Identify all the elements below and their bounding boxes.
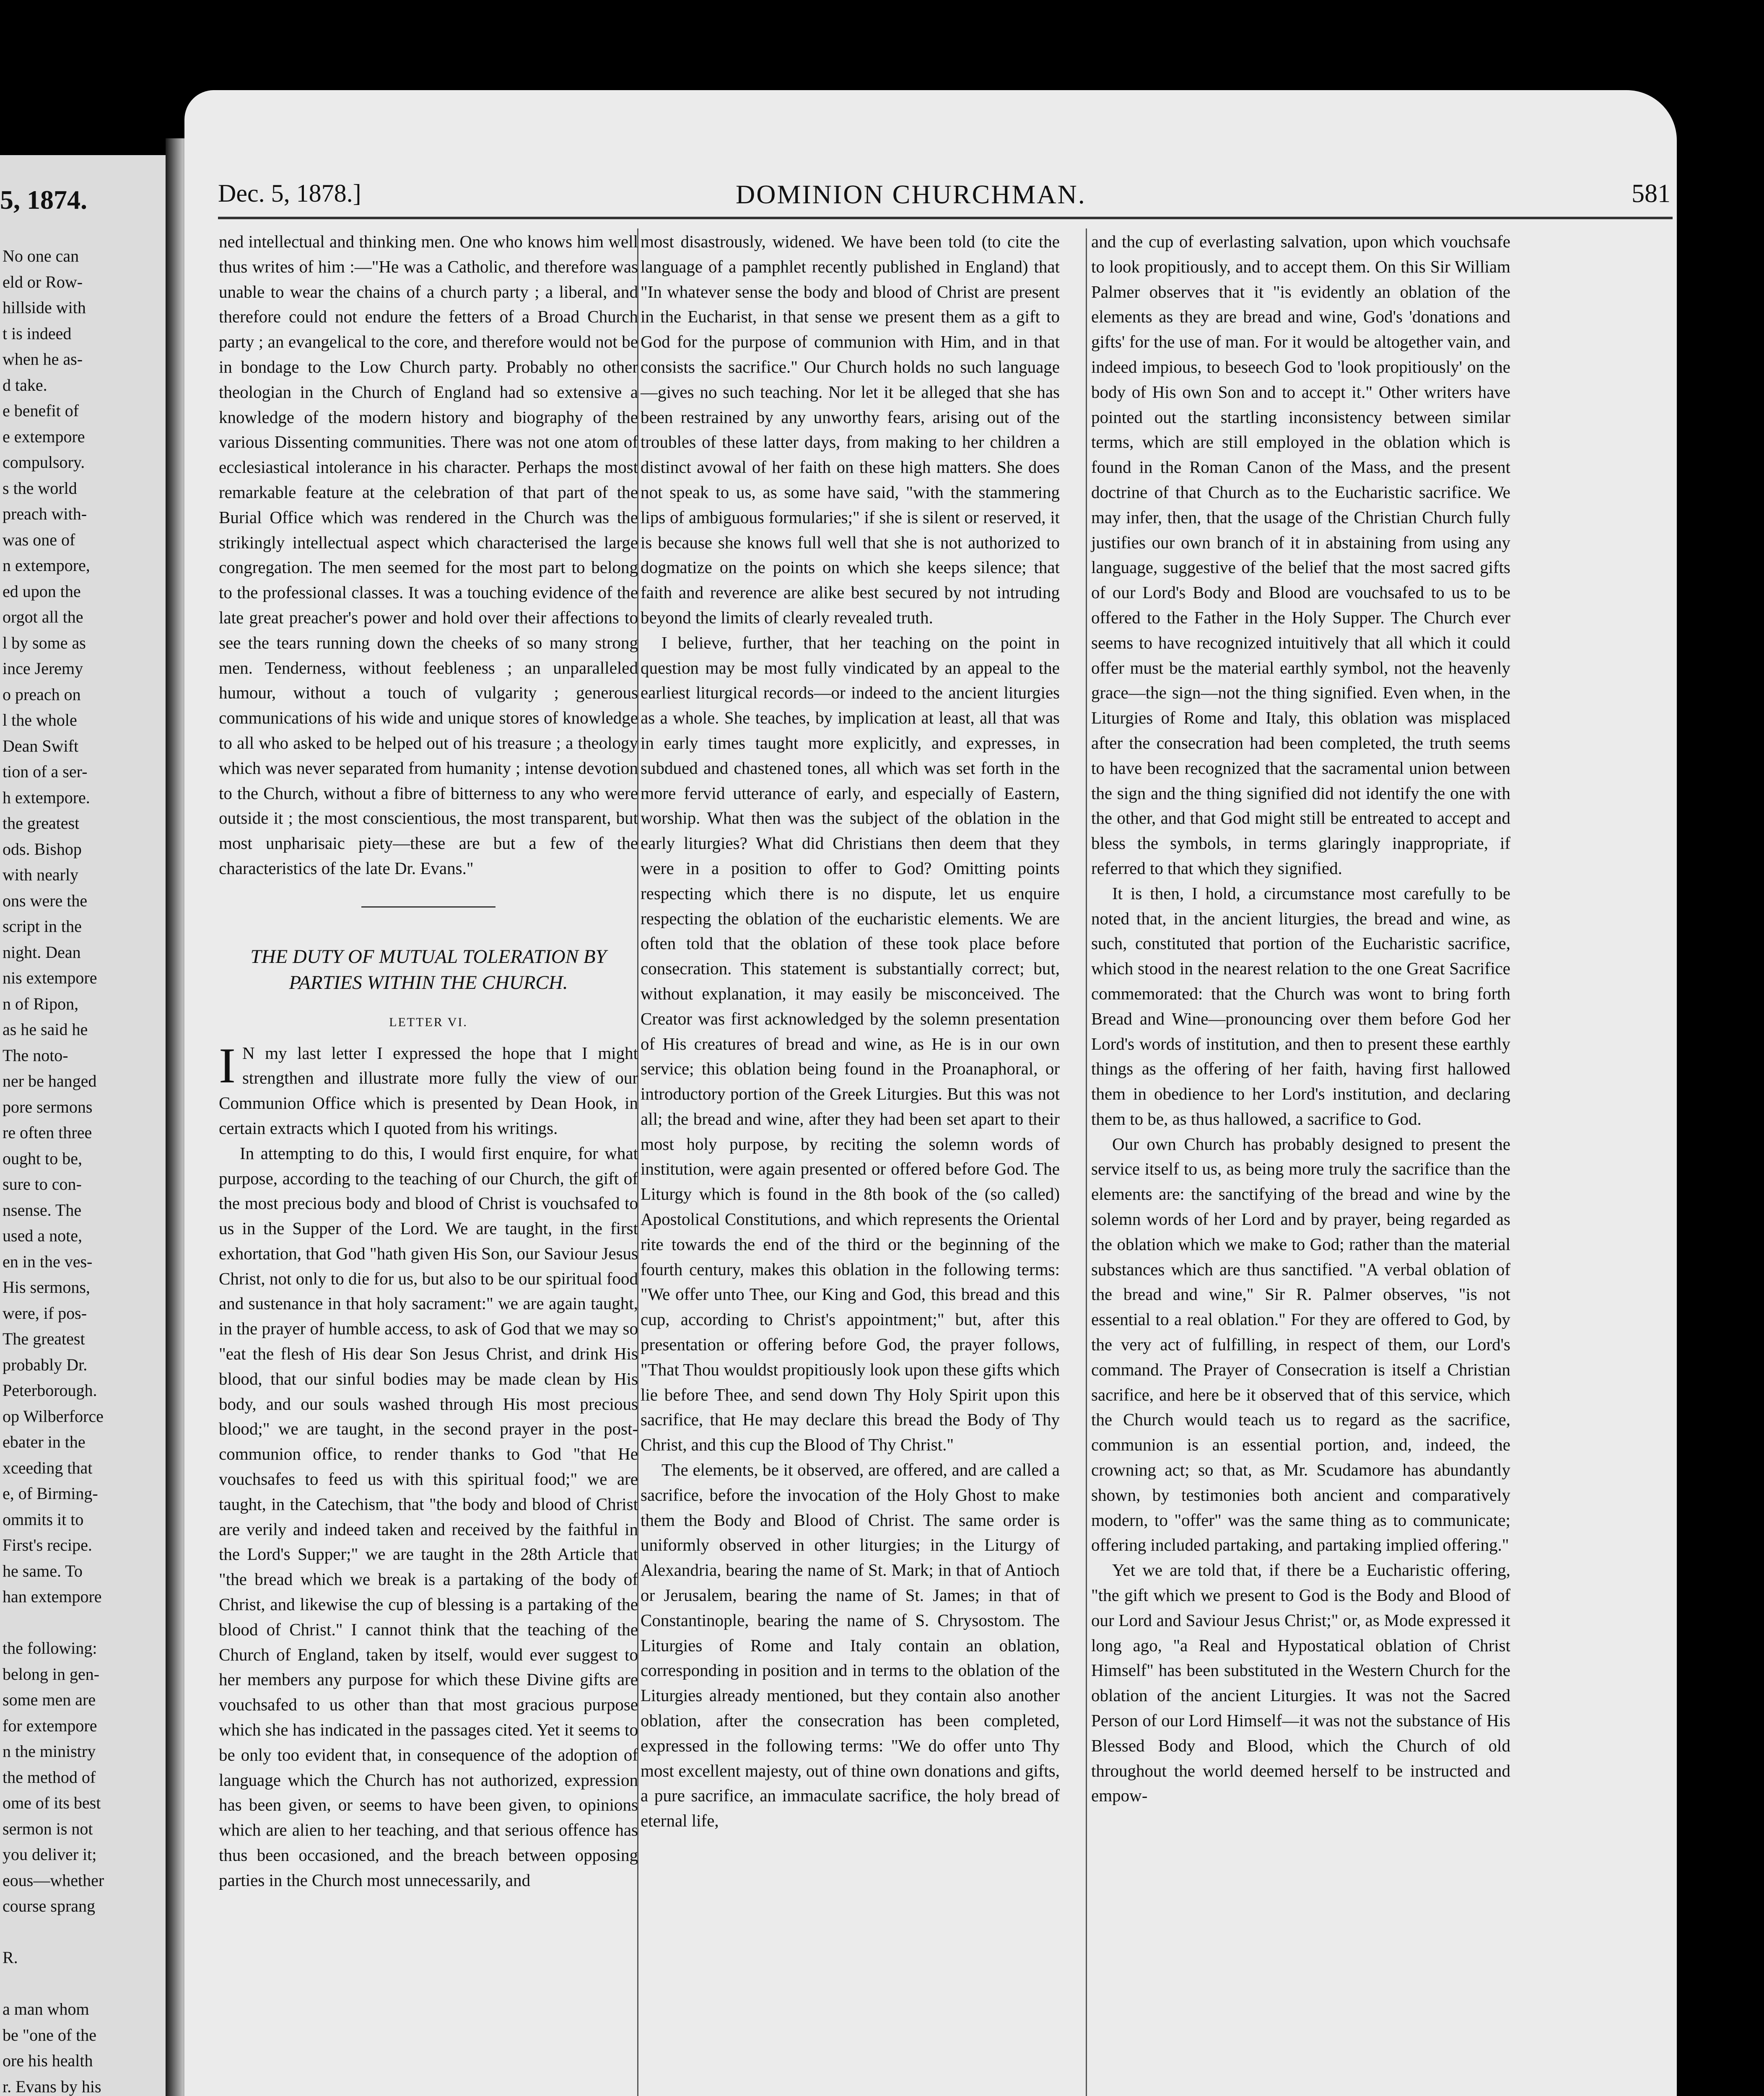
- facing-page-line: probably Dr.: [3, 1355, 88, 1374]
- facing-page-line: s the world: [3, 478, 77, 498]
- facing-page-line: as he said he: [3, 1020, 88, 1039]
- facing-page-line: e benefit of: [3, 401, 79, 420]
- article-paragraph: Yet we are told that, if there be a Eucharistic offering, "the gift which we present to God is the Body and Blood of our Lord and Saviour Jesus Christ;" or, as Mode expressed it long ago, "a Real and Hypostatical oblation of Christ Himself" has been substituted in the Western Church for the oblation of the ancient Liturgies. It was not the Sacred Person of our Lord Himself—it was not the substance of His Blessed Body and Blood, which the Church of old throughout the world deemed herself to be instructed and empow-: [1091, 1560, 1510, 1805]
- facing-page-line: belong in gen-: [3, 1664, 100, 1684]
- column-1: [219, 229, 638, 1893]
- facing-page-line: o preach on: [3, 685, 81, 704]
- facing-page-line: ome of its best: [3, 1793, 101, 1812]
- facing-page-line: script in the: [3, 917, 82, 936]
- facing-page-line: ought to be,: [3, 1149, 82, 1168]
- facing-page-line: First's recipe.: [3, 1536, 92, 1554]
- facing-page-line: n the ministry: [3, 1742, 96, 1761]
- facing-page-line: sermon is not: [3, 1819, 93, 1838]
- facing-page-line: orgot all the: [3, 607, 83, 626]
- article-subtitle: LETTER VI.: [389, 1015, 468, 1029]
- facing-page-line: sure to con-: [3, 1175, 82, 1193]
- facing-page-line: for extempore: [3, 1716, 97, 1735]
- facing-page-line: tion of a ser-: [3, 762, 88, 781]
- facing-page-line: compulsory.: [3, 453, 85, 472]
- facing-page-line: e, of Birming-: [3, 1484, 98, 1503]
- header-rule: [218, 217, 1673, 219]
- facing-page-line: n extempore,: [3, 556, 90, 575]
- article-paragraph: Our own Church has probably designed to present the service itself to us, as being more truly the sacrifice than the elements are: the sanctifying of the bread and wine by the solemn words of her Lord and by prayer, being regarded as the oblation which we make to God; rather than the material substances which are thus sanctified. "A verbal oblation of the bread and wine," Sir R. Palmer observes, "is not essential to a real oblation." For they are offered to God, by the very act of fulfilling, in respect of them, our Lord's command. The Prayer of Consecration is itself a Christian sacrifice, and here be it observed that of this service, which the Church would teach us to regard as the sacrifice, communion is an essential portion, and, indeed, the crowning act; so that, as Mr. Scudamore has abundantly shown, by testimonies both ancient and comparatively modern, to "offer" was the same thing as to communicate; offering included partaking, and partaking implied offering.": [1091, 1134, 1510, 1555]
- facing-page-line: be "one of the: [3, 2025, 97, 2044]
- newspaper-page: [184, 90, 1677, 2096]
- facing-page-line: han extempore: [3, 1587, 102, 1606]
- facing-page-header: 5, 1874.: [0, 185, 87, 215]
- facing-page: [0, 155, 166, 2096]
- facing-page-line: the greatest: [3, 814, 80, 833]
- facing-page-line: l by some as: [3, 633, 86, 652]
- facing-page-line: he same. To: [3, 1561, 83, 1580]
- facing-page-line: ods. Bishop: [3, 839, 82, 859]
- article-paragraph: and the cup of everlasting salvation, upon which vouchsafe to look propitiously, and to accept them. On this Sir William Palmer observes that it "is evidently an oblation of the elements as they are bread and wine, God's 'donations and gifts' for the use of man. For it would be altogether vain, and indeed impious, to beseech God to 'look propitiously' on the body of His own Son and to accept it." Other writers have pointed out the startling inconsistency between similar terms, which are still employed in the oblation which is found in the Roman Canon of the Mass, and the present doctrine of that Church as to the Eucharistic sacrifice. We may infer, then, that the usage of the Christian Church fully justifies our own branch of it in abstaining from using any language, suggestive of the belief that the most sacred gifts of our Lord's Body and Blood are vouchsafed to us to be offered to the Father in the Holy Supper. The Church ever seems to have recognized intuitively that all which it could offer must be the material earthly symbol, not the heavenly grace—the sign—not the thing signified. Even when, in the Liturgies of Rome and Italy, this oblation was misplaced after the consecration had been completed, the truth seems to have been recognized that the sacramental union between the sign and the thing signified did not identify the one with the other, and that God might still be entreated to accept and bless the symbols, in terms glaringly inappropriate, if referred to that which they signified.: [1091, 232, 1510, 878]
- facing-page-line: ebater in the: [3, 1432, 86, 1451]
- facing-page-line: l the whole: [3, 711, 77, 729]
- article-paragraph: most disastrously, widened. We have been told (to cite the language of a pamphlet recently published in England) that "In whatever sense the body and blood of Christ are present in the Eucharist, in that sense we present them as a gift to God for the purpose of communion with Him, and in that consists the sacrifice." Our Church holds no such language—gives no such teaching. Nor let it be alleged that she has been restrained by any unworthy fears, arising out of the troubles of these latter days, from making to her children a distinct avowal of her faith on these high matters. She does not speak to us, as some have said, "with the stammering lips of ambiguous formularies;" if she is silent or reserved, it is because she knows full well that she is not authorized to dogmatize on the points on which she keeps silence; that faith and reverence are alike best secured by not intruding beyond the limits of clearly revealed truth.: [641, 232, 1060, 627]
- article-paragraph: I N my last letter I expressed the hope that I might strengthen and illustrate more fully the view of our Communion Office which is presented by Dean Hook, in certain extracts which I quoted from his writings.: [219, 1037, 638, 1138]
- facing-page-line: ons were the: [3, 891, 88, 910]
- facing-page-line: nis extempore: [3, 968, 97, 987]
- facing-page-line: xceeding that: [3, 1458, 93, 1477]
- facing-page-line: eous—whether: [3, 1870, 104, 1890]
- facing-page-line: was one of: [3, 530, 75, 549]
- facing-page-text: [3, 243, 164, 2096]
- facing-page-line: with nearly: [3, 865, 79, 884]
- facing-page-line: ommits it to: [3, 1510, 84, 1529]
- facing-page-line: [3, 1919, 164, 1945]
- facing-page-line: the following:: [3, 1639, 97, 1658]
- facing-page-line: some men are: [3, 1690, 96, 1709]
- article-paragraph: I believe, further, that her teaching on the point in question may be most fully vindicated by an appeal to the earliest liturgical records—or indeed to the ancient liturgies as a whole. She teaches, by implication at least, all that was in early times taught more explicitly, and expresses, in subdued and chastened tones, all which was set forth in the more fervid utterance of early, and especially of Eastern, worship. What then was the subject of the oblation in the early liturgies? What did Christians then deem that they were in a position to offer to God? Omitting points respecting which there is no dispute, let us enquire respecting the oblation of the eucharistic elements. We are often told that the oblation of these took place before consecration. This statement is substantially correct; but, without explanation, it may easily be misconceived. The Creator was first acknowledged by the solemn presentation of His creatures of bread and wine, as He is in our own service; this oblation being found in the Proanaphoral, or introductory portion of the Greek Liturgies. But this was not all; the bread and wine, after they had been set apart to their most holy purpose, by reciting the solemn words of institution, were again presented or offered before God. The Liturgy which is found in the 8th book of the (so called) Apostolical Constitutions, and which represents the Oriental rite towards the end of the third or the beginning of the fourth century, makes this oblation in the following terms: "We offer unto Thee, our King and God, this bread and this cup, according to Christ's appointment;" but, after this presentation or offering before God, the prayer follows, "That Thou wouldst propitiously look upon these gifts which lie before Thee, and send down Thy Holy Spirit upon this sacrifice, that He may declare this bread the Body of Thy Christ, and this cup the Blood of Thy Christ.": [641, 633, 1060, 1455]
- facing-page-line: R.: [3, 1948, 18, 1967]
- facing-page-line: en in the ves-: [3, 1252, 93, 1271]
- article-paragraph: The elements, be it observed, are offered, and are called a sacrifice, before the invocation of the Holy Ghost to make them the Body and Blood of Christ. The same order is uniformly observed in other liturgies; in the Liturgy of Alexandria, bearing the name of St. Mark; in that of Antioch or Jerusalem, bearing the name of St. James; in that of Constantinople, bearing the name of S. Chrysostom. The Liturgies of Rome and Italy contain an oblation, corresponding in position and in terms to the oblation of the Liturgies already mentioned, but they contain also another oblation, after the consecration has been completed, expressed in the following terms: "We do offer unto Thy most excellent majesty, out of thine own donations and gifts, a pure sacrifice, an immaculate sacrifice, the holy bread of eternal life,: [641, 1460, 1060, 1831]
- facing-page-line: re often three: [3, 1123, 92, 1142]
- drop-cap: I: [219, 1037, 236, 1093]
- facing-page-line: the method of: [3, 1767, 96, 1787]
- facing-page-line: ince Jeremy: [3, 659, 83, 678]
- column-divider: [1086, 228, 1087, 2096]
- section-divider: [361, 906, 495, 908]
- facing-page-line: No one can: [3, 246, 79, 265]
- facing-page-line: t is indeed: [3, 324, 72, 343]
- facing-page-line: used a note,: [3, 1226, 82, 1245]
- obituary-paragraph: ned intellectual and thinking men. One who knows him well thus writes of him :—"He was a Catholic, and therefore was unable to wear the chains of a church party ; a liberal, and therefore could not endure the fetters of a Broad Church party ; an evangelical to the core, and therefore would not be in bondage to the Low Church party. Probably no other theologian in the Church of England had so extensive a knowledge of the modern history and biography of the various Dissenting communities. There was not one atom of ecclesiastical intolerance in his character. Perhaps the most remarkable feature at the celebration of that part of the Burial Office which was rendered in the Church was the strikingly intellectual aspect which characterised the large congregation. The men seemed for the most part to belong to the professional classes. It was a touching evidence of the late great preacher's power and hold over their affections to see the tears running down the cheeks of so many strong men. Tenderness, without feebleness ; an unparalleled humour, without a touch of vulgarity ; generous communications of his wide and unique stores of knowledge to all who asked to be helped out of his treasure ; a theology which was never separated from humanity ; intense devotion to the Church, without a fibre of bitterness to any who were outside it ; the most conscientious, the most transparent, but most unpharisaic piety—these are but a few of the characteristics of the late Dr. Evans.": [219, 232, 638, 878]
- facing-page-line: nsense. The: [3, 1200, 82, 1219]
- facing-page-line: you deliver it;: [3, 1845, 97, 1864]
- facing-page-line: Peterborough.: [3, 1381, 97, 1400]
- facing-page-line: His sermons,: [3, 1278, 90, 1297]
- facing-page-line: a man whom: [3, 2000, 89, 2018]
- article-title: THE DUTY OF MUTUAL TOLERATION BY PARTIES WITHIN THE CHURCH.: [250, 945, 607, 994]
- facing-page-line: op Wilberforce: [3, 1406, 104, 1426]
- facing-page-line: course sprang: [3, 1896, 96, 1915]
- facing-page-line: Dean Swift: [3, 736, 79, 755]
- facing-page-line: r. Evans by his: [3, 2077, 101, 2096]
- facing-page-line: night. Dean: [3, 942, 81, 962]
- facing-page-line: hillside with: [3, 298, 86, 317]
- article-paragraph: It is then, I hold, a circumstance most carefully to be noted that, in the ancient liturgies, the bread and wine, as such, constituted that portion of the Eucharistic sacrifice, which stood in the nearest relation to the one Great Sacrifice commemorated: that the Church was wont to bring forth Bread and Wine—pronouncing over them before God her Lord's words of institution, and then to present these earthly things as the offering of her faith, having first hallowed them in obedience to her Lord's institution, and declaring them to be, as thus hallowed, a sacrifice to God.: [1091, 883, 1510, 1128]
- publication-title: DOMINION CHURCHMAN.: [736, 179, 1086, 209]
- facing-page-line: [3, 1610, 164, 1636]
- facing-page-line: d take.: [3, 375, 47, 394]
- facing-page-line: h extempore.: [3, 788, 90, 807]
- article-paragraph: In attempting to do this, I would first enquire, for what purpose, according to the teaching of our Church, the gift of the most precious body and blood of Christ is vouchsafed to us in the Supper of the Lord. We are taught, in the first exhortation, that God "hath given His Son, our Saviour Jesus Christ, not only to die for us, but also to be our spiritual food and sustenance in that holy sacrament:" we are again taught, in the prayer of humble access, to ask of God that we may so "eat the flesh of His dear Son Jesus Christ, and drink His blood, that our sinful bodies may be made clean by His body, and our souls washed through His most precious blood;" we are taught, in the second prayer in the post-communion office, to render thanks to God "that He vouchsafes to feed us with this spiritual food;" we are taught, in the Catechism, that "the body and blood of Christ are verily and indeed taken and received by the faithful in the Lord's Supper;" we are taught in the 28th Article that "the bread which we break is a partaking of the body of Christ, and likewise the cup of blessing is a partaking of the blood of Christ." I cannot think that the teaching of the Church of England, taken by itself, would ever suggest to her members any purpose for which these Divine gifts are vouchsafed to us other than that most gracious purpose which she has indicated in the passages cited. Yet it seems to be only too evident that, in consequence of the adoption of language which the Church has not authorized, expression has been given, or seems to have been given, to opinions which are alien to her teaching, and that serious offence has thus been occasioned, and the breach between opposing parties in the Church most unnecessarily, and: [219, 1143, 638, 1890]
- facing-page-line: eld or Row-: [3, 272, 83, 291]
- facing-page-line: n of Ripon,: [3, 994, 79, 1013]
- page-header: [218, 179, 1671, 209]
- facing-page-line: e extempore: [3, 427, 85, 446]
- issue-date: Dec. 5, 1878.]: [218, 179, 361, 207]
- facing-page-line: The greatest: [3, 1329, 85, 1348]
- facing-page-line: ner be hanged: [3, 1071, 97, 1090]
- facing-page-line: preach with-: [3, 504, 87, 523]
- column-2: [641, 229, 1060, 1834]
- facing-page-line: were, if pos-: [3, 1303, 87, 1323]
- facing-page-line: ore his health: [3, 2051, 93, 2070]
- facing-page-line: ed upon the: [3, 581, 81, 601]
- facing-page-line: when he as-: [3, 350, 83, 368]
- facing-page-line: The noto-: [3, 1045, 68, 1065]
- facing-page-line: [3, 1971, 164, 1997]
- facing-page-line: pore sermons: [3, 1097, 93, 1116]
- page-number: 581: [1632, 179, 1671, 208]
- column-3: [1091, 229, 1510, 1808]
